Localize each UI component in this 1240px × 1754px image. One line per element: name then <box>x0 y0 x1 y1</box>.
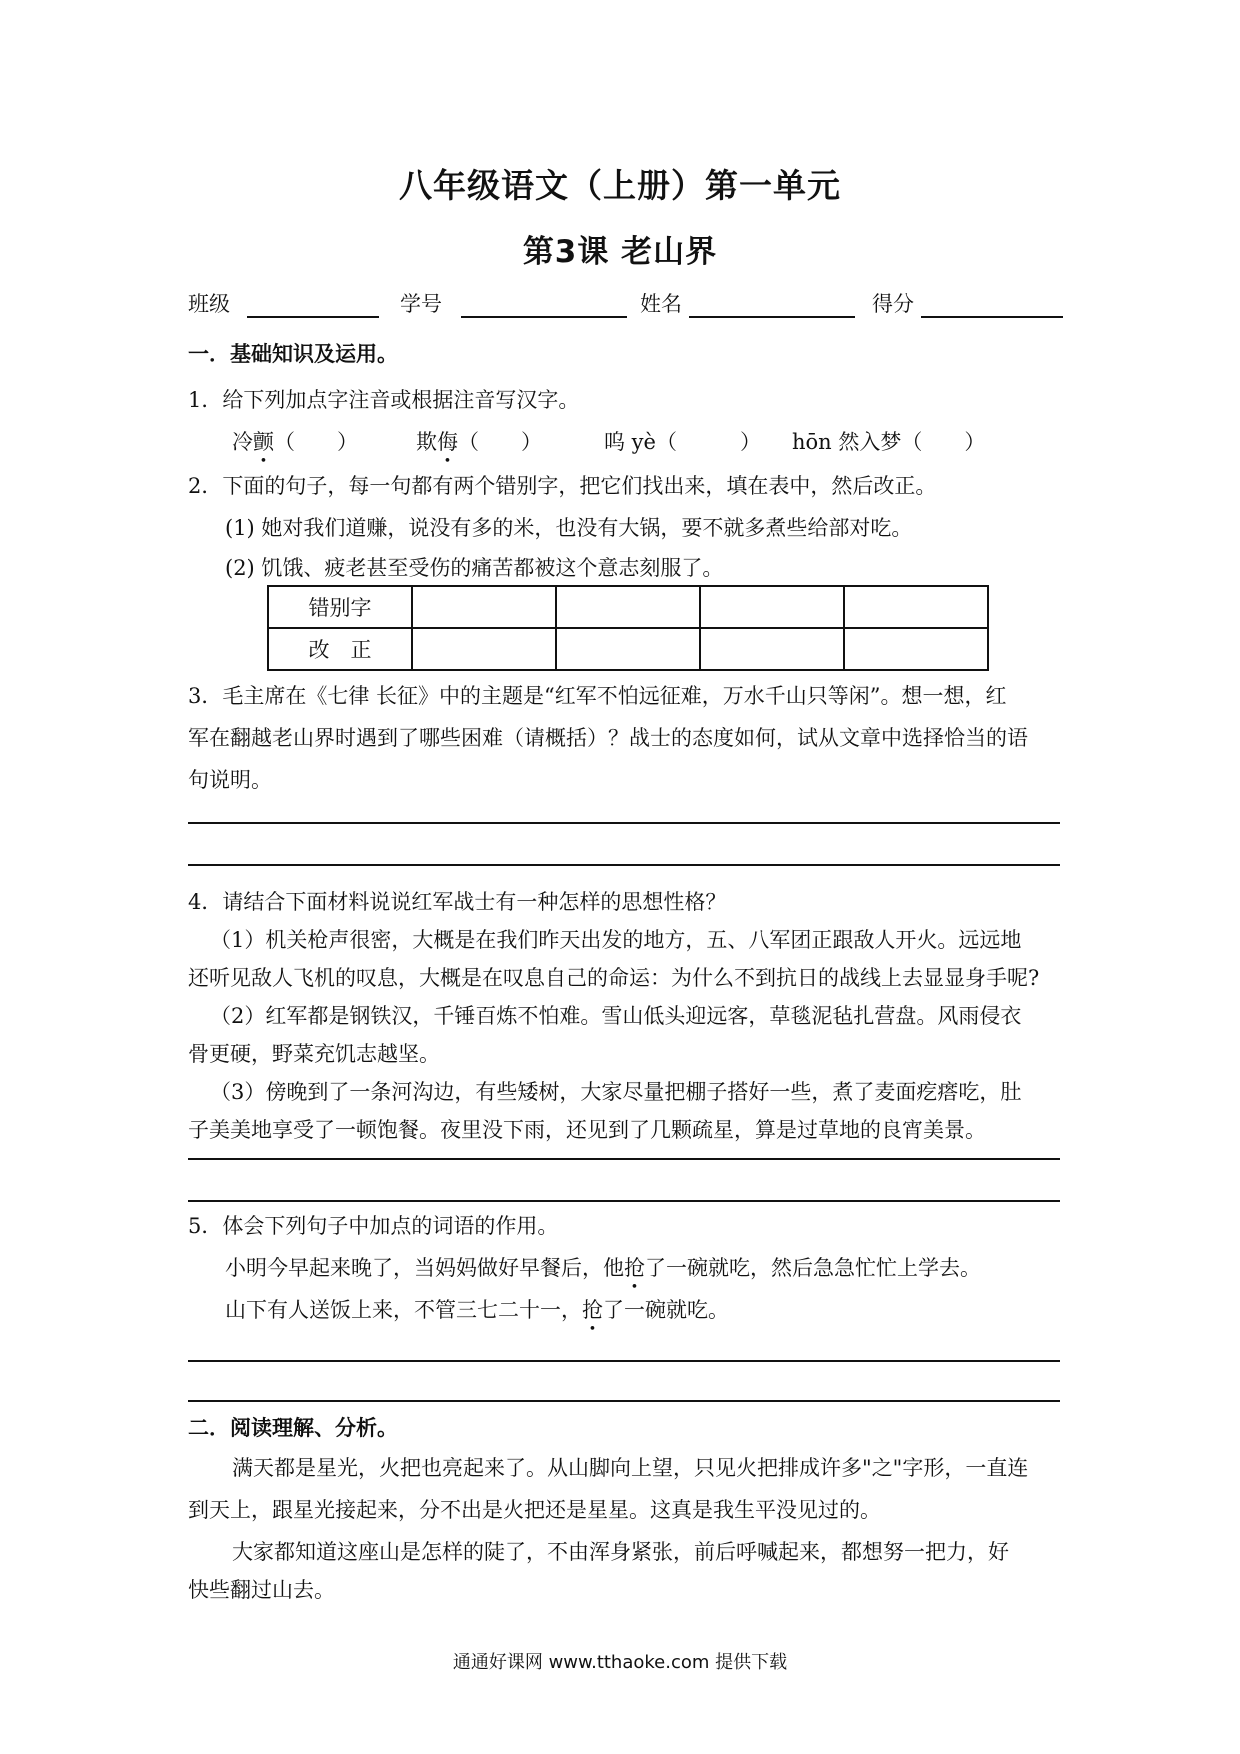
score-label: 得分 <box>872 292 914 316</box>
table-cell[interactable] <box>700 628 844 670</box>
table-row-label-wrong: 错别字 <box>268 586 412 628</box>
section2-para1-line2: 到天上，跟星光接起来，分不出是火把还是星星。这真是我生平没见过的。 <box>188 1498 881 1522</box>
q5-s1-text: 小明今早起来晚了，当妈妈做好早餐后，他 <box>225 1256 624 1280</box>
q4-answer-line-2[interactable] <box>188 1200 1060 1202</box>
q3-answer-line-2[interactable] <box>188 864 1060 866</box>
table-cell[interactable] <box>556 586 700 628</box>
q3-line2: 军在翻越老山界时遇到了哪些困难（请概括）？战士的态度如何，试从文章中选择恰当的语 <box>188 726 1028 750</box>
table-row-label-correct: 改 正 <box>268 628 412 670</box>
q4-para3-line2: 子美美地享受了一顿饱餐。夜里没下雨，还见到了几颗疏星，算是过草地的良宵美景。 <box>188 1118 986 1142</box>
lesson-title: 第3课 老山界 <box>522 234 718 270</box>
table-cell[interactable] <box>412 628 556 670</box>
q2-sentence2: (2) 饥饿、疲老甚至受伤的痛苦都被这个意志刻服了。 <box>225 556 724 580</box>
q5-s1-dotted-word: 抢 <box>624 1256 645 1280</box>
q5-s2-text: 山下有人送饭上来，不管三七二十一， <box>225 1298 582 1322</box>
q4-para1-line2: 还听见敌人飞机的叹息，大概是在叹息自己的命运：为什么不到抗日的战线上去显显身手呢? <box>188 966 1040 990</box>
number-label-row <box>400 288 627 318</box>
table-cell[interactable] <box>412 586 556 628</box>
q1-item4: hōn 然入梦（ ） <box>792 430 986 454</box>
q1-item1-dotted-char: 颤 <box>253 430 274 454</box>
table-row <box>268 586 988 628</box>
score-label-row <box>872 288 1063 318</box>
section2-para2-line1: 大家都知道这座山是怎样的陡了，不由浑身紧张，前后呼喊起来，都想努一把力，好 <box>232 1540 1009 1564</box>
class-label: 班级 <box>188 292 230 316</box>
q5-s2-text-end: 了一碗就吃。 <box>603 1298 729 1322</box>
section2-para2-line2: 快些翻过山去。 <box>188 1578 335 1602</box>
section1-heading: 一．基础知识及运用。 <box>188 342 398 366</box>
q1-item2-blank[interactable]: （ ） <box>458 430 542 454</box>
worksheet-title: 八年级语文（上册）第一单元 <box>399 166 841 205</box>
q4-prompt: 4．请结合下面材料说说红军战士有一种怎样的思想性格？ <box>188 890 727 914</box>
section2-para1-line1: 满天都是星光，火把也亮起来了。从山脚向上望，只见火把排成许多"之"字形，一直连 <box>232 1456 1029 1480</box>
q5-prompt: 5．体会下列句子中加点的词语的作用。 <box>188 1214 559 1238</box>
q4-para3-line1: （3）傍晚到了一条河沟边，有些矮树，大家尽量把棚子搭好一些，煮了麦面疙瘩吃，肚 <box>210 1080 1022 1104</box>
footer-credit: 通通好课网 www.tthaoke.com 提供下载 <box>452 1652 788 1673</box>
q1-item1-text: 冷 <box>232 430 253 454</box>
q3-line3: 句说明。 <box>188 768 272 792</box>
number-label: 学号 <box>400 292 442 316</box>
q2-prompt: 2．下面的句子，每一句都有两个错别字，把它们找出来，填在表中，然后改正。 <box>188 474 937 498</box>
q1-prompt: 1．给下列加点字注音或根据注音写汉字。 <box>188 388 580 412</box>
q5-sentence1 <box>225 1252 981 1282</box>
name-label: 姓名 <box>640 292 682 316</box>
q4-para2-line1: （2）红军都是钢铁汉，千锤百炼不怕难。雪山低头迎远客，草毯泥毡扎营盘。风雨侵衣 <box>210 1004 1022 1028</box>
score-field[interactable] <box>921 294 1063 318</box>
q5-s2-dotted-word: 抢 <box>582 1298 603 1322</box>
table-cell[interactable] <box>844 628 988 670</box>
table-row <box>268 628 988 670</box>
q5-answer-line-2[interactable] <box>188 1400 1060 1402</box>
q2-sentence1: (1) 她对我们道赚，说没有多的米，也没有大锅，要不就多煮些给部对吃。 <box>225 516 913 540</box>
table-cell[interactable] <box>556 628 700 670</box>
q5-s1-text-end: 了一碗就吃，然后急急忙忙上学去。 <box>645 1256 981 1280</box>
number-field[interactable] <box>461 294 627 318</box>
q4-answer-line-1[interactable] <box>188 1158 1060 1160</box>
q1-item2-text: 欺 <box>416 430 437 454</box>
q4-para2-line2: 骨更硬，野菜充饥志越坚。 <box>188 1042 440 1066</box>
table-cell[interactable] <box>700 586 844 628</box>
table-cell[interactable] <box>844 586 988 628</box>
q1-item1 <box>232 426 358 456</box>
q3-answer-line-1[interactable] <box>188 822 1060 824</box>
class-field[interactable] <box>247 294 379 318</box>
name-label-row <box>640 288 855 318</box>
q1-item1-blank[interactable]: （ ） <box>274 430 358 454</box>
class-label-row <box>188 288 379 318</box>
q1-item2-dotted-char: 侮 <box>437 430 458 454</box>
q1-item2 <box>416 426 542 456</box>
q5-answer-line-1[interactable] <box>188 1360 1060 1362</box>
q5-sentence2 <box>225 1294 729 1324</box>
section2-heading: 二．阅读理解、分析。 <box>188 1416 398 1440</box>
q1-item3: 呜 yè（ ） <box>604 430 761 454</box>
name-field[interactable] <box>689 294 855 318</box>
correction-table <box>267 585 989 671</box>
q3-line1: 3．毛主席在《七律 长征》中的主题是“红军不怕远征难，万水千山只等闲”。想一想，红 <box>188 684 1007 708</box>
q4-para1-line1: （1）机关枪声很密，大概是在我们昨天出发的地方，五、八军团正跟敌人开火。远远地 <box>210 928 1022 952</box>
